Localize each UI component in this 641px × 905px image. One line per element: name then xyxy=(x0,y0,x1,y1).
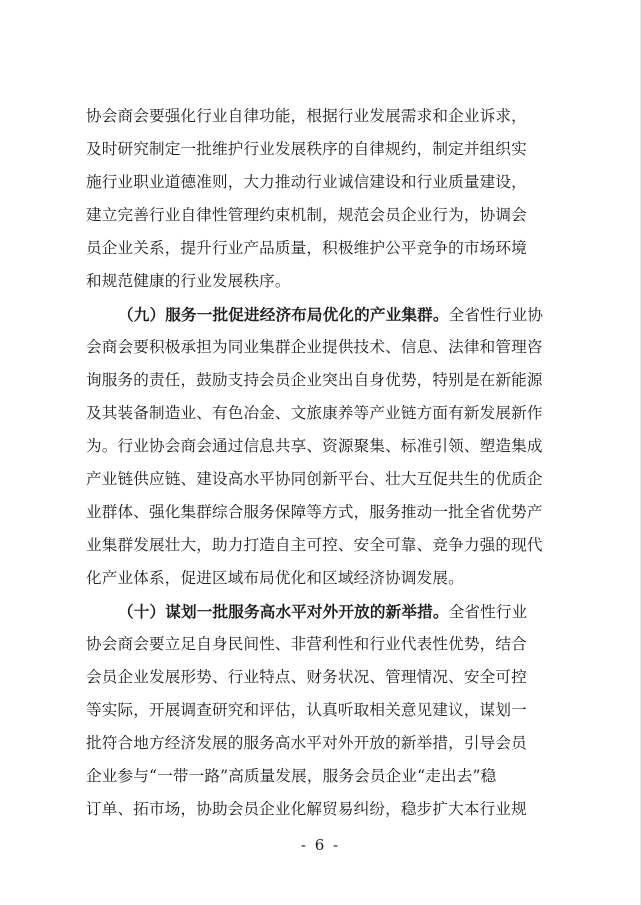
paragraph-industrial-clusters xyxy=(86,298,556,595)
text-line: 业群体、强化集群综合服务保障等方式，服务推动一批全省优势产 xyxy=(86,503,543,521)
text-line: 订单、拓市场，协助会员企业化解贸易纠纷，稳步扩大本行业规 xyxy=(86,800,527,818)
text-line xyxy=(86,595,556,628)
text-line: 询服务的责任，鼓励支持会员企业突出自身优势，特别是在新能源 xyxy=(86,371,543,389)
paragraph-self-discipline xyxy=(86,100,556,298)
text-line: 批符合地方经济发展的服务高水平对外开放的新举措，引导会员 xyxy=(86,734,527,752)
section-heading-9: （九）服务一批促进经济布局优化的产业集群。 xyxy=(118,305,449,324)
text-line: 为。行业协会商会通过信息共享、资源聚集、标准引领、塑造集成 xyxy=(86,437,543,455)
text-line: 企业参与“一带一路”高质量发展，服务会员企业“走出去”稳 xyxy=(86,767,497,785)
section-heading-10: （十）谋划一批服务高水平对外开放的新举措。 xyxy=(118,602,449,621)
text-line: 化产业体系，促进区域布局优化和区域经济协调发展。 xyxy=(86,569,464,587)
text-line: 员企业关系，提升行业产品质量，积极维护公平竞争的市场环境 xyxy=(86,239,527,257)
paragraph-opening-up xyxy=(86,595,556,826)
heading-continuation: 全省性行业 xyxy=(448,603,528,621)
text-line: 及其装备制造业、有色冶金、文旅康养等产业链方面有新发展新作 xyxy=(86,404,543,422)
text-line: 协会商会要立足自身民间性、非营利性和行业代表性优势，结合 xyxy=(86,635,527,653)
text-line: 协会商会要强化行业自律功能，根据行业发展需求和企业诉求， xyxy=(86,107,527,125)
heading-continuation: 全省性行业协 xyxy=(448,306,544,324)
text-line: 施行业职业道德准则，大力推动行业诚信建设和行业质量建设， xyxy=(86,173,527,191)
text-line: 和规范健康的行业发展秩序。 xyxy=(86,272,291,290)
text-line xyxy=(86,298,556,331)
text-line: 建立完善行业自律性管理约束机制，规范会员企业行为，协调会 xyxy=(86,206,527,224)
text-line: 会商会要积极承担为同业集群企业提供技术、信息、法律和管理咨 xyxy=(86,338,543,356)
text-line: 等实际，开展调查研究和评估，认真听取相关意见建议，谋划一 xyxy=(86,701,527,719)
text-line: 产业链供应链、建设高水平协同创新平台、壮大互促共生的优质企 xyxy=(86,470,543,488)
text-line: 及时研究制定一批维护行业发展秩序的自律规约，制定并组织实 xyxy=(86,140,527,158)
page-number: - 6 - xyxy=(300,836,341,854)
text-line: 会员企业发展形势、行业特点、财务状况、管理情况、安全可控 xyxy=(86,668,527,686)
text-line: 业集群发展壮大，助力打造自主可控、安全可靠、竞争力强的现代 xyxy=(86,536,543,554)
